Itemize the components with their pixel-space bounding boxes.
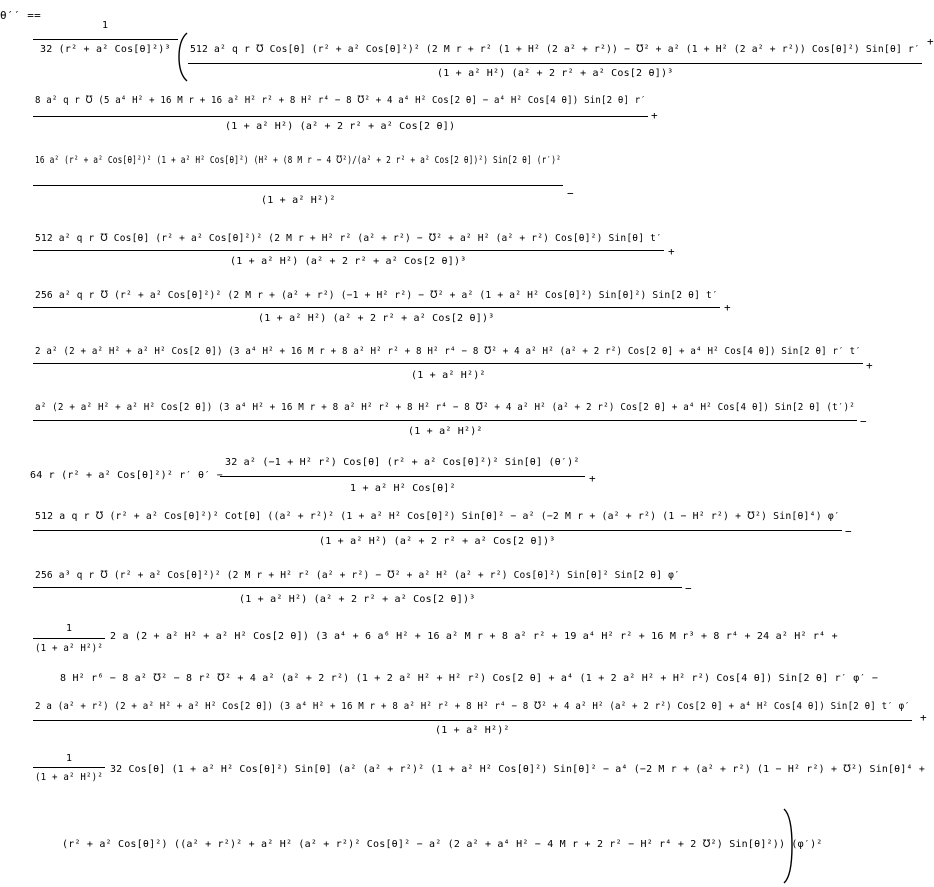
fraction-bar: [33, 587, 682, 588]
term-body: 2 a (2 + a² H² + a² H² Cos[2 θ]) (3 a⁴ + 6 a⁶ H² + 16 a² M r + 8 a² r² + 19 a⁴ H² r² + 16 M r³ + 8 r⁴ + 24 a² H² r⁴ +: [110, 631, 838, 642]
fraction-bar: [188, 63, 922, 64]
fraction-denominator: (1 + a² H²) (a² + 2 r² + a² Cos[2 θ])³: [319, 536, 556, 547]
term-continuation: 8 H² r⁶ − 8 a² ℧² − 8 r² ℧² + 4 a² (a² + 2 r²) (1 + 2 a² H² + H² r²) Cos[2 θ] + a⁴ (1 + 2 a² H² + H² r²) Cos[4 θ]) Sin[2 θ] r′ φ′ −: [60, 673, 879, 684]
fraction-denominator: (1 + a² H²)²: [35, 772, 103, 783]
fraction-denominator: (1 + a² H²) (a² + 2 r² + a² Cos[2 θ])³: [258, 313, 495, 324]
operator: −: [860, 415, 867, 428]
fraction-bar: [33, 250, 664, 251]
fraction-denominator: 32 (r² + a² Cos[θ]²)³: [40, 44, 171, 55]
fraction-numerator: 1: [66, 623, 73, 634]
fraction-bar: [220, 476, 585, 477]
fraction-denominator: (1 + a² H²)²: [261, 195, 336, 206]
fraction-denominator: (1 + a² H²)²: [408, 426, 483, 437]
fraction-numerator: 32 a² (−1 + H² r²) Cos[θ] (r² + a² Cos[θ]²)² Sin[θ] (θ′)²: [225, 457, 580, 468]
fraction-denominator: (1 + a² H²)²: [35, 643, 103, 654]
left-big-paren: [178, 32, 188, 82]
fraction-numerator: 256 a² q r ℧ (r² + a² Cos[θ]²)² (2 M r + (a² + r²) (−1 + H² r²) − ℧² + a² (1 + a² H² Cos[θ]²) Sin[θ]²) Sin[2 θ] t′: [35, 290, 718, 301]
fraction-bar: [33, 185, 563, 186]
fraction-numerator: 512 a² q r ℧ Cos[θ] (r² + a² Cos[θ]²)² (2 M r + H² r² (a² + r²) − ℧² + a² H² (a² + r²) Cos[θ]²) Sin[θ] t′: [35, 233, 662, 244]
fraction-numerator: 8 a² q r ℧ (5 a⁴ H² + 16 M r + 16 a² H² r² + 8 H² r⁴ − 8 ℧² + 4 a⁴ H² Cos[2 θ] − a⁴ H² Cos[4 θ]) Sin[2 θ] r′: [35, 95, 646, 106]
fraction-bar: [33, 363, 863, 364]
operator: +: [724, 301, 731, 314]
fraction-numerator: 512 a q r ℧ (r² + a² Cos[θ]²)² Cot[θ] ((a² + r²)² (1 + a² H² Cos[θ]²) Sin[θ]² − a² (−2 M r + (a² + r²) (1 − H² r²) + ℧²) Sin[θ]⁴) φ′: [35, 511, 840, 522]
fraction-numerator: 256 a³ q r ℧ (r² + a² Cos[θ]²)² (2 M r + H² r² (a² + r²) − ℧² + a² H² (a² + r²) Cos[θ]²) Sin[θ]² Sin[2 θ] φ′: [35, 570, 680, 581]
fraction-numerator: 1: [66, 753, 73, 764]
fraction-denominator: (1 + a² H²) (a² + 2 r² + a² Cos[2 θ])³: [230, 256, 467, 267]
fraction-numerator: 1: [102, 20, 109, 31]
fraction-numerator: a² (2 + a² H² + a² H² Cos[2 θ]) (3 a⁴ H² + 16 M r + 8 a² H² r² + 8 H² r⁴ − 8 ℧² + 4 a² H² (a² + 2 r²) Cos[2 θ] + a⁴ H² Cos[4 θ]) Sin[2 θ] (t′)²: [35, 402, 855, 413]
fraction-bar: [33, 420, 857, 421]
operator: +: [668, 245, 675, 258]
fraction-denominator: 1 + a² H² Cos[θ]²: [350, 483, 456, 494]
fraction-bar: [33, 638, 105, 639]
operator: +: [866, 359, 873, 372]
term-body: 32 Cos[θ] (1 + a² H² Cos[θ]²) Sin[θ] (a² (a² + r²)² (1 + a² H² Cos[θ]²) Sin[θ]² − a⁴ (−2 M r + (a² + r²) (1 − H² r²) + ℧²) Sin[θ]⁴ +: [110, 764, 925, 775]
fraction-numerator: 2 a² (2 + a² H² + a² H² Cos[2 θ]) (3 a⁴ H² + 16 M r + 8 a² H² r² + 8 H² r⁴ − 8 ℧² + 4 a² H² (a² + 2 r²) Cos[2 θ] + a⁴ H² Cos[4 θ]) Sin[2 θ] r′ t′: [35, 346, 861, 357]
operator: −: [685, 582, 692, 595]
operator: +: [651, 109, 658, 122]
fraction-numerator: 16 a² (r² + a² Cos[θ]²)² (1 + a² H² Cos[θ]²) (H² + (8 M r − 4 ℧²)/(a² + 2 r² + a² Cos[2 θ])²) Sin[2 θ] (r′)²: [35, 155, 561, 166]
fraction-denominator: (1 + a² H²)²: [435, 725, 510, 736]
operator: +: [927, 35, 934, 48]
fraction-bar: [33, 530, 842, 531]
fraction-denominator: (1 + a² H²) (a² + 2 r² + a² Cos[2 θ])³: [239, 594, 476, 605]
fraction-numerator: 512 a² q r ℧ Cos[θ] (r² + a² Cos[θ]²)² (2 M r + r² (1 + H² (2 a² + r²)) − ℧² + a² (1 + H² (2 a² + r²)) Cos[θ]²) Sin[θ] r′: [190, 44, 920, 55]
term-continuation: (r² + a² Cos[θ]²) ((a² + r²)² + a² H² (a² + r²)² Cos[θ]² − a² (2 a² + a⁴ H² − 4 M r + 2 r² − H² r⁴ + 2 ℧²) Sin[θ]²)) (φ′)²: [62, 839, 823, 850]
operator: +: [920, 711, 927, 724]
fraction-bar: [33, 307, 720, 308]
equation-lhs: θ′′ ==: [0, 9, 41, 22]
fraction-denominator: (1 + a² H²) (a² + 2 r² + a² Cos[2 θ])³: [437, 68, 674, 79]
operator: −: [567, 187, 574, 200]
fraction-bar: [33, 767, 105, 768]
term-prefix: 64 r (r² + a² Cos[θ]²)² r′ θ′ −: [30, 470, 223, 481]
fraction-bar: [33, 720, 912, 721]
fraction-bar: [33, 39, 178, 40]
operator: +: [589, 472, 596, 485]
fraction-bar: [33, 116, 648, 117]
fraction-denominator: (1 + a² H²)²: [411, 370, 486, 381]
operator: −: [845, 525, 852, 538]
fraction-denominator: (1 + a² H²) (a² + 2 r² + a² Cos[2 θ]): [225, 121, 456, 132]
fraction-numerator: 2 a (a² + r²) (2 + a² H² + a² H² Cos[2 θ]) (3 a⁴ H² + 16 M r + 8 a² H² r² + 8 H² r⁴ − 8 ℧² + 4 a² H² (a² + 2 r²) Cos[2 θ] + a⁴ H² Cos[4 θ]) Sin[2 θ] t′ φ′: [35, 701, 910, 712]
right-big-paren: [783, 808, 793, 884]
